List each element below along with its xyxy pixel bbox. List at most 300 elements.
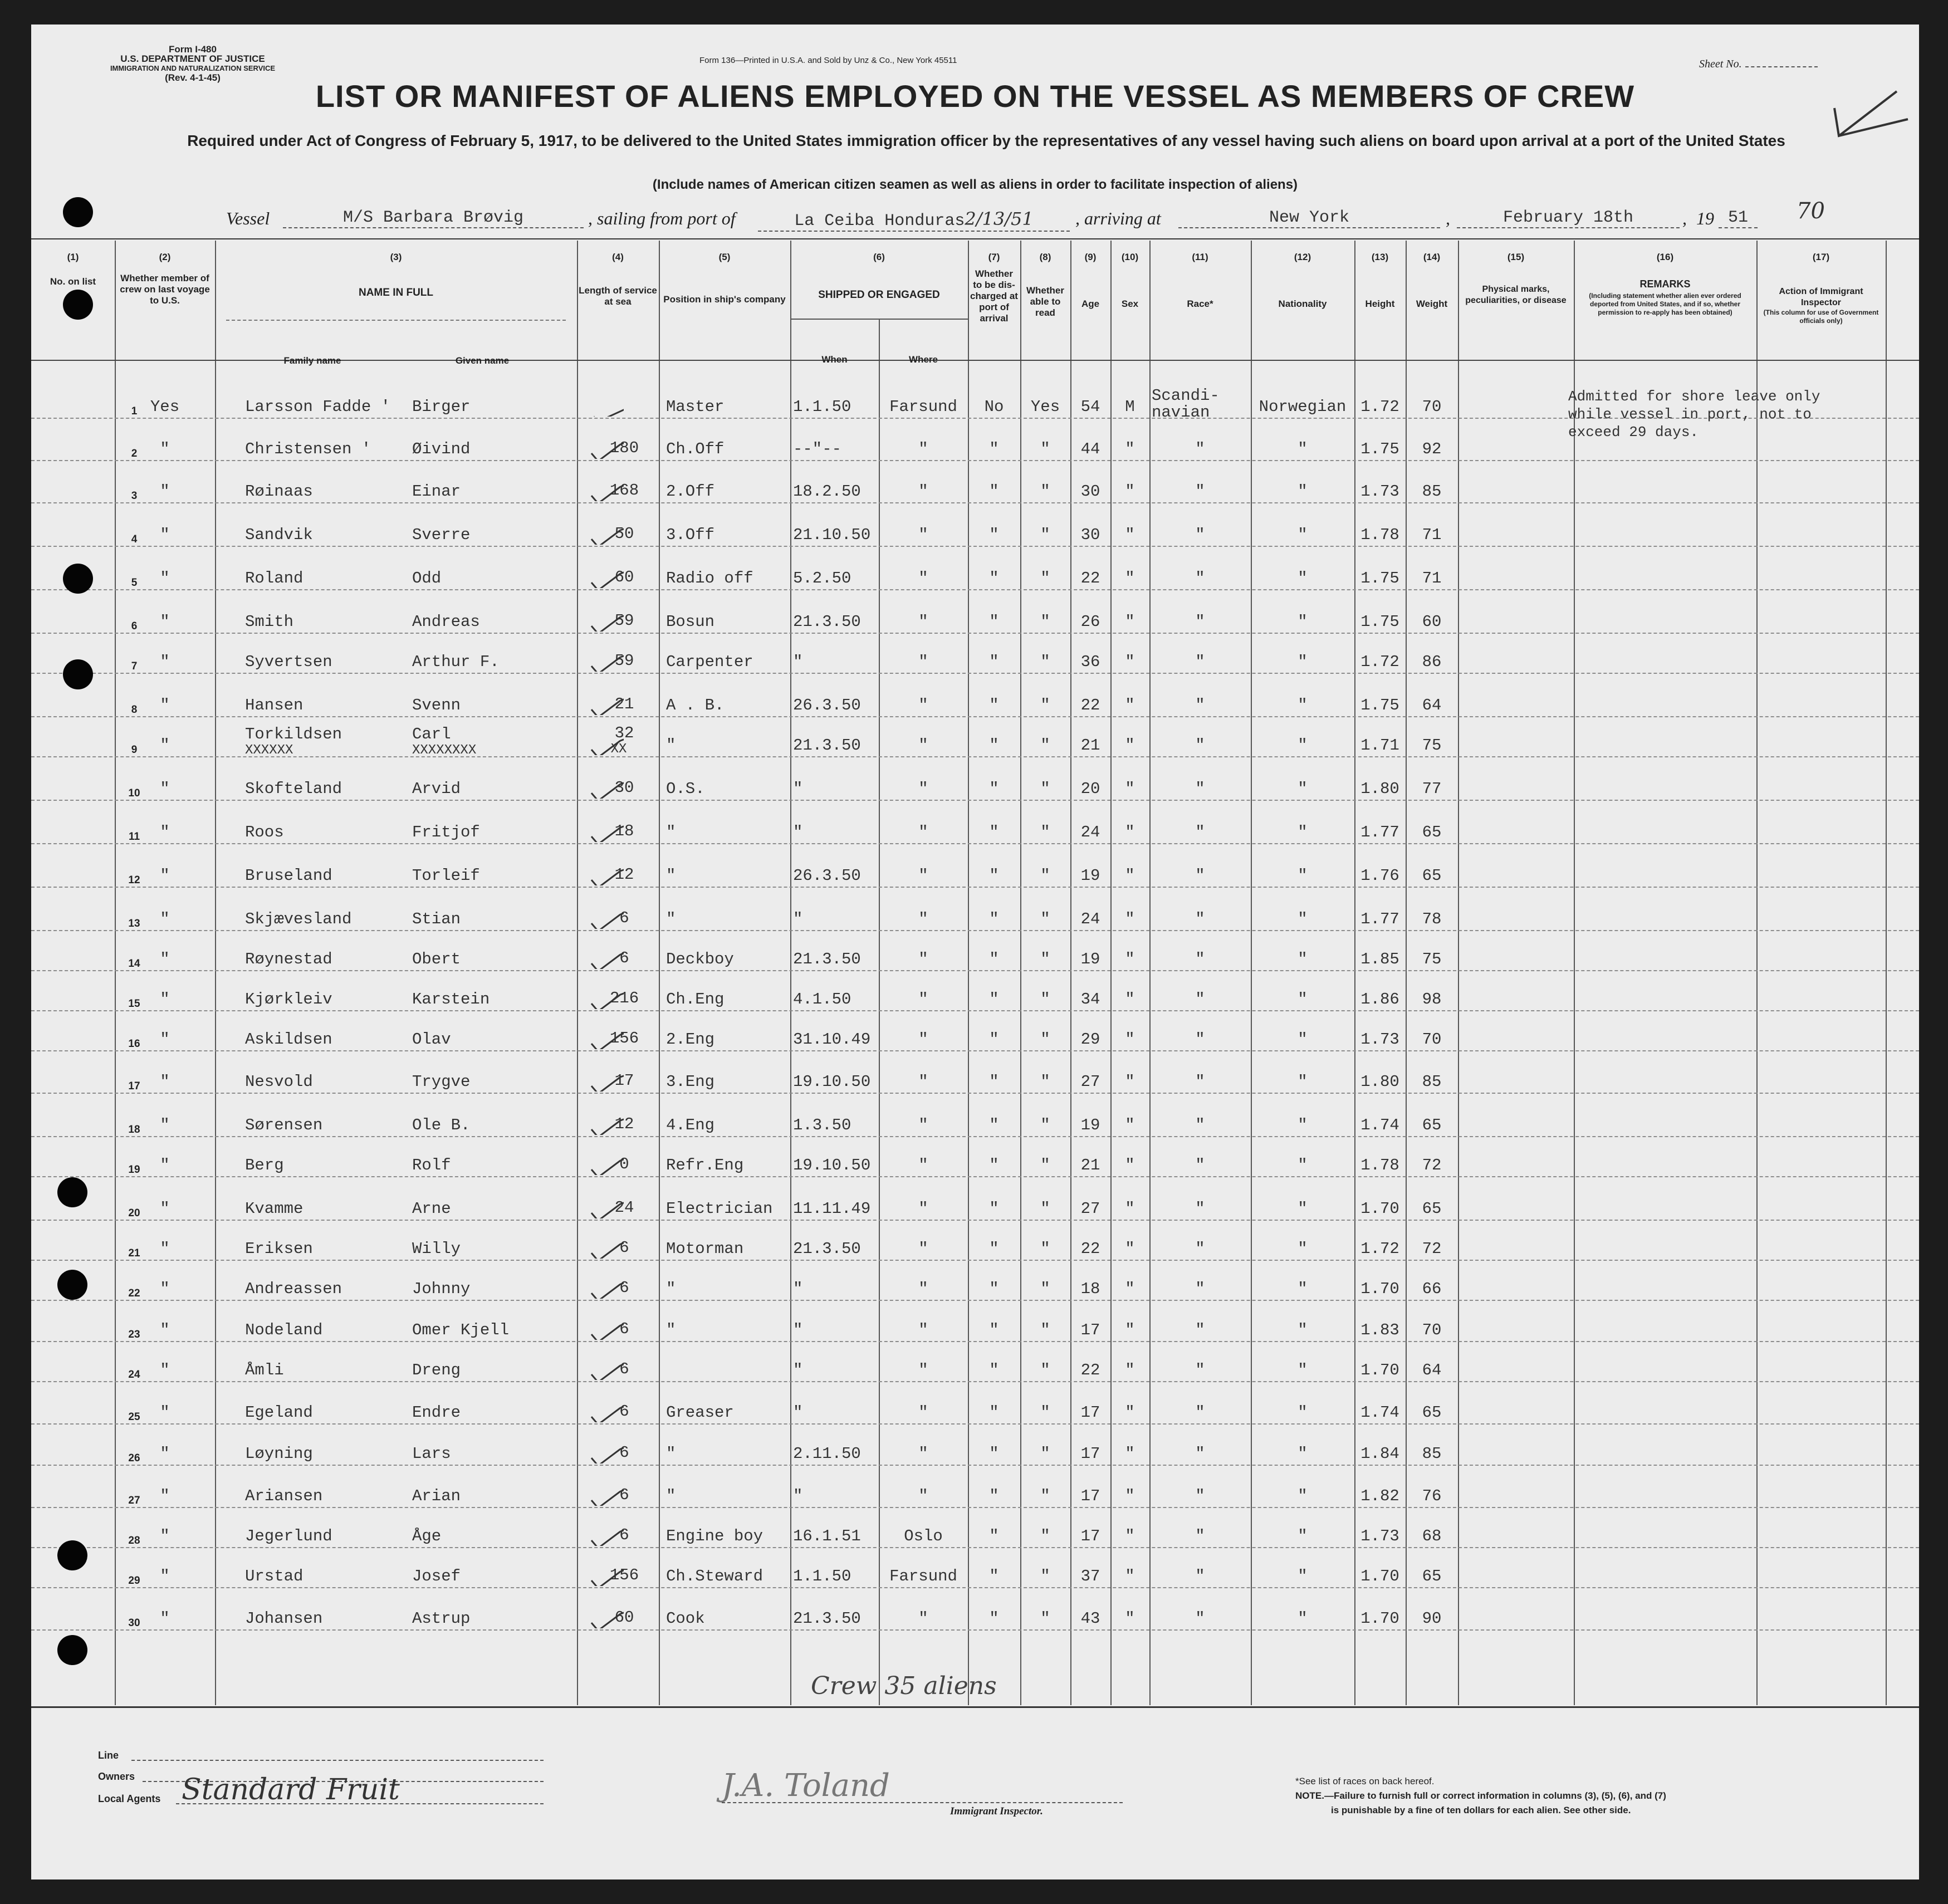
cell-prev: " xyxy=(160,823,170,841)
cell-race: " xyxy=(1195,1156,1205,1174)
check-mark-icon xyxy=(588,947,624,969)
cell-nat: " xyxy=(1298,1487,1308,1505)
row-number: 19 xyxy=(128,1164,140,1176)
cell-where: " xyxy=(918,482,928,501)
cell-given: Astrup xyxy=(412,1609,471,1628)
cell-position: " xyxy=(666,823,676,841)
cell-when: 2.11.50 xyxy=(793,1445,861,1463)
cell-weight: 66 xyxy=(1422,1280,1442,1298)
cell-weight: 75 xyxy=(1422,736,1442,755)
cell-when: 18.2.50 xyxy=(793,482,861,501)
cell-sex: " xyxy=(1125,1200,1135,1218)
row-number: 17 xyxy=(128,1080,140,1092)
cell-age: 27 xyxy=(1080,1073,1100,1091)
cell-disch: " xyxy=(989,823,999,841)
cell-position: " xyxy=(666,1321,676,1339)
cell-service: 6 xyxy=(619,1443,629,1462)
header-action-inspector: Action of Immigrant Inspector xyxy=(1779,287,1863,307)
footnote-penalty-cont: is punishable by a fine of ten dollars for each alien. See other side. xyxy=(1331,1805,1631,1815)
cell-height: 1.73 xyxy=(1360,482,1399,501)
line-label: Line xyxy=(98,1750,119,1761)
cell-read: " xyxy=(1040,867,1050,885)
manifest-sheet xyxy=(31,25,1919,1879)
row-number: 4 xyxy=(131,533,138,545)
cell-family: Skjævesland xyxy=(245,910,352,928)
cell-prev: " xyxy=(160,1567,170,1585)
year-suffix: 51 xyxy=(1719,208,1758,228)
cell-where: " xyxy=(918,1609,928,1628)
cell-position: Ch.Steward xyxy=(666,1567,763,1585)
cell-where: " xyxy=(918,1403,928,1422)
cell-sex: M xyxy=(1125,398,1135,416)
cell-read: " xyxy=(1040,910,1050,928)
cell-sex: " xyxy=(1125,696,1135,714)
sub-header-rule xyxy=(226,320,566,321)
agents-label: Local Agents xyxy=(98,1793,161,1804)
cell-read: " xyxy=(1040,569,1050,588)
cell-family: Åmli xyxy=(245,1361,284,1379)
cell-weight: 65 xyxy=(1422,1403,1442,1422)
cell-when: 21.3.50 xyxy=(793,950,861,968)
cell-sex: " xyxy=(1125,1156,1135,1174)
row-rule xyxy=(31,800,1919,801)
cell-height: 1.76 xyxy=(1360,867,1399,885)
cell-read: " xyxy=(1040,736,1050,755)
header-physical-marks: Physical marks, peculiarities, or disease xyxy=(1465,285,1567,305)
cell-prev: " xyxy=(160,1240,170,1258)
cell-given: Olav xyxy=(412,1030,451,1049)
check-mark-icon xyxy=(588,1027,624,1049)
cell-disch: " xyxy=(989,653,999,671)
row-number: 15 xyxy=(128,998,140,1010)
cell-service: 18 xyxy=(614,822,634,840)
cell-where: " xyxy=(918,440,928,458)
cell-weight: 75 xyxy=(1422,950,1442,968)
cell-when: 16.1.51 xyxy=(793,1527,861,1545)
cell-nat: " xyxy=(1298,1200,1308,1218)
cell-sex: " xyxy=(1125,910,1135,928)
cell-nat: " xyxy=(1298,736,1308,755)
cell-when: 21.3.50 xyxy=(793,613,861,631)
cell-prev: " xyxy=(160,482,170,501)
header-shipped-engaged: SHIPPED OR ENGAGED xyxy=(818,289,940,301)
row-number: 12 xyxy=(128,874,140,886)
row-number: 13 xyxy=(128,918,140,929)
cell-nat: " xyxy=(1298,696,1308,714)
cell-given: Obert xyxy=(412,950,461,968)
cell-nat: " xyxy=(1298,990,1308,1009)
cell-age: 24 xyxy=(1080,910,1100,928)
cell-given: Torleif xyxy=(412,867,480,885)
cell-prev: " xyxy=(160,1200,170,1218)
cell-service: 6 xyxy=(619,1486,629,1504)
cell-given: Einar xyxy=(412,482,461,501)
cell-weight: 70 xyxy=(1422,398,1442,416)
row-rule xyxy=(31,1010,1919,1011)
punch-hole xyxy=(57,1177,87,1207)
cell-family: Larsson Fadde ' xyxy=(245,398,391,416)
cell-sex: " xyxy=(1125,1073,1135,1091)
cell-age: 17 xyxy=(1080,1321,1100,1339)
check-mark-icon xyxy=(588,1153,624,1175)
cell-family: Urstad xyxy=(245,1567,304,1585)
cell-disch: " xyxy=(989,1445,999,1463)
cell-age: 17 xyxy=(1080,1527,1100,1545)
cell-race: " xyxy=(1195,696,1205,714)
cell-age: 19 xyxy=(1080,867,1100,885)
crew-tally-handwritten: Crew 35 aliens xyxy=(811,1672,997,1700)
row-rule xyxy=(31,1300,1919,1301)
cell-when: 26.3.50 xyxy=(793,696,861,714)
cell-weight: 72 xyxy=(1422,1240,1442,1258)
row-rule xyxy=(31,633,1919,634)
cell-read: " xyxy=(1040,823,1050,841)
cell-race: " xyxy=(1195,1200,1205,1218)
cell-family: Røynestad xyxy=(245,950,332,968)
cell-where: " xyxy=(918,1116,928,1134)
cell-given: Ole B. xyxy=(412,1116,471,1134)
form-number: Form I-480 xyxy=(169,44,217,55)
cell-prev: " xyxy=(160,653,170,671)
cell-age: 54 xyxy=(1080,398,1100,416)
row-number: 25 xyxy=(128,1411,140,1423)
cell-disch: " xyxy=(989,780,999,798)
cell-when: 21.10.50 xyxy=(793,526,871,544)
cell-height: 1.74 xyxy=(1360,1403,1399,1422)
cell-race: " xyxy=(1195,482,1205,501)
row-number: 27 xyxy=(128,1495,140,1506)
header-action-note: (This column for use of Government officials only) xyxy=(1763,309,1879,325)
cell-given: Endre xyxy=(412,1403,461,1422)
punch-hole xyxy=(57,1635,87,1665)
cell-race: " xyxy=(1195,910,1205,928)
cell-position: 2.Eng xyxy=(666,1030,715,1049)
row-rule xyxy=(31,1220,1919,1221)
column-number-12: (12) xyxy=(1294,252,1311,262)
cell-weight: 65 xyxy=(1422,1567,1442,1585)
cell-sex: " xyxy=(1125,1487,1135,1505)
cell-disch: " xyxy=(989,950,999,968)
cell-nat: " xyxy=(1298,1280,1308,1298)
cell-disch: " xyxy=(989,1030,999,1049)
footer-rule xyxy=(31,1706,1919,1708)
cell-weight: 64 xyxy=(1422,1361,1442,1379)
cell-position: Bosun xyxy=(666,613,715,631)
cell-given: Johnny xyxy=(412,1280,471,1298)
cell-service: 30 xyxy=(614,779,634,797)
cell-nat: " xyxy=(1298,780,1308,798)
sub-header-rule xyxy=(790,319,968,320)
cell-service: 0 xyxy=(619,1155,629,1173)
cell-position: 4.Eng xyxy=(666,1116,715,1134)
cell-sex: " xyxy=(1125,1116,1135,1134)
cell-race: " xyxy=(1195,823,1205,841)
cell-race: " xyxy=(1195,1030,1205,1049)
check-mark-icon xyxy=(588,1524,624,1546)
cell-height: 1.70 xyxy=(1360,1361,1399,1379)
header-remarks-note: (Including statement whether alien ever ordered deported from United States, and if so, whether permission to re-apply has been obtained) xyxy=(1589,292,1741,316)
cell-position: Engine boy xyxy=(666,1527,763,1545)
cell-when: 26.3.50 xyxy=(793,867,861,885)
check-mark-icon xyxy=(588,1606,624,1628)
cell-read: " xyxy=(1040,1200,1050,1218)
column-number-7: (7) xyxy=(988,252,1000,262)
cell-read: " xyxy=(1040,950,1050,968)
sheet-number-blank xyxy=(1745,66,1818,67)
column-number-15: (15) xyxy=(1507,252,1525,262)
header-name-in-full: NAME IN FULL xyxy=(358,287,434,298)
cell-read: " xyxy=(1040,1116,1050,1134)
cell-service: 6 xyxy=(619,1402,629,1421)
cell-read: " xyxy=(1040,440,1050,458)
cell-race: " xyxy=(1195,1116,1205,1134)
cell-weight: 70 xyxy=(1422,1321,1442,1339)
cell-height: 1.73 xyxy=(1360,1030,1399,1049)
line-field xyxy=(131,1760,544,1761)
cell-prev: " xyxy=(160,780,170,798)
cell-race: " xyxy=(1195,440,1205,458)
cell-service: 17 xyxy=(614,1071,634,1090)
row-rule xyxy=(31,1136,1919,1137)
cell-position: " xyxy=(666,910,676,928)
cell-height: 1.74 xyxy=(1360,1116,1399,1134)
check-mark-icon xyxy=(588,1441,624,1464)
header-no-on-list: No. on list xyxy=(50,276,96,287)
column-number-10: (10) xyxy=(1121,252,1139,262)
cell-weight: 78 xyxy=(1422,910,1442,928)
page-number: 70 xyxy=(1797,198,1825,224)
row-rule xyxy=(31,1381,1919,1382)
cell-given: Rolf xyxy=(412,1156,451,1174)
cell-service: 12 xyxy=(614,865,634,884)
cell-read: " xyxy=(1040,1156,1050,1174)
cell-disch: " xyxy=(989,1527,999,1545)
row-rule xyxy=(31,1629,1919,1631)
row-rule xyxy=(31,756,1919,757)
cell-height: 1.80 xyxy=(1360,1073,1399,1091)
revision: (Rev. 4-1-45) xyxy=(165,72,221,83)
row-number: 8 xyxy=(131,704,138,716)
cell-nat: " xyxy=(1298,823,1308,841)
cell-race: Scandi- navian xyxy=(1152,386,1220,422)
cell-disch: " xyxy=(989,1403,999,1422)
cell-when: --"-- xyxy=(793,440,842,458)
cell-when: 19.10.50 xyxy=(793,1073,871,1091)
cell-height: 1.78 xyxy=(1360,526,1399,544)
cell-age: 43 xyxy=(1080,1609,1100,1628)
header-remarks: REMARKS xyxy=(1639,278,1691,290)
arrival-date: February 18th xyxy=(1457,208,1680,228)
cell-nat: " xyxy=(1298,569,1308,588)
cell-read: " xyxy=(1040,1361,1050,1379)
cell-nat: " xyxy=(1298,1073,1308,1091)
cell-age: 22 xyxy=(1080,1361,1100,1379)
header-family-name: Family name xyxy=(283,355,341,366)
cell-age: 37 xyxy=(1080,1567,1100,1585)
cell-age: 22 xyxy=(1080,696,1100,714)
cell-where: " xyxy=(918,780,928,798)
cell-position: " xyxy=(666,1487,676,1505)
cell-disch: " xyxy=(989,696,999,714)
row-rule xyxy=(31,1260,1919,1261)
vessel-label: Vessel xyxy=(226,208,270,228)
cell-where: " xyxy=(918,696,928,714)
cell-age: 22 xyxy=(1080,569,1100,588)
column-number-11: (11) xyxy=(1192,252,1208,262)
cell-weight: 85 xyxy=(1422,1073,1442,1091)
cell-race: " xyxy=(1195,950,1205,968)
cell-given: Carl xyxy=(412,725,451,743)
row-rule xyxy=(31,502,1919,503)
row-rule xyxy=(31,1547,1919,1548)
header-position: Position in ship's company xyxy=(663,294,786,305)
header-prior-voyage: Whether member of crew on last voyage to U.S. xyxy=(120,273,210,306)
cell-disch: " xyxy=(989,526,999,544)
cell-sex: " xyxy=(1125,1567,1135,1585)
header-when: When xyxy=(821,354,848,365)
cell-disch: " xyxy=(989,1567,999,1585)
row-rule xyxy=(31,460,1919,461)
cell-service: 60 xyxy=(614,1608,634,1627)
cell-disch: " xyxy=(989,1073,999,1091)
cell-when: " xyxy=(793,1403,803,1422)
cell-read: " xyxy=(1040,990,1050,1009)
cell-prev: " xyxy=(160,613,170,631)
cell-when: 1.1.50 xyxy=(793,1567,851,1585)
cell-race: " xyxy=(1195,736,1205,755)
arriving-label: , arriving at xyxy=(1075,208,1161,228)
cell-height: 1.75 xyxy=(1360,440,1399,458)
cell-read: " xyxy=(1040,1567,1050,1585)
cell-age: 17 xyxy=(1080,1445,1100,1463)
row-rule xyxy=(31,1050,1919,1051)
cell-height: 1.70 xyxy=(1360,1280,1399,1298)
column-number-13: (13) xyxy=(1371,252,1389,262)
row-number: 7 xyxy=(131,660,138,672)
cell-prev: " xyxy=(160,1030,170,1049)
cell-sex: " xyxy=(1125,526,1135,544)
cell-sex: " xyxy=(1125,780,1135,798)
row-rule xyxy=(31,1587,1919,1588)
check-mark-icon xyxy=(588,566,624,588)
cell-race: " xyxy=(1195,1609,1205,1628)
cell-where: " xyxy=(918,569,928,588)
cell-height: 1.70 xyxy=(1360,1609,1399,1628)
cell-read: " xyxy=(1040,1240,1050,1258)
cell-given: Arne xyxy=(412,1200,451,1218)
cell-nat: " xyxy=(1298,1567,1308,1585)
row-rule xyxy=(31,716,1919,717)
cell-race: " xyxy=(1195,1487,1205,1505)
cell-prev: " xyxy=(160,1321,170,1339)
cell-family: Roland xyxy=(245,569,304,588)
row-number: 16 xyxy=(128,1038,140,1050)
cell-when: " xyxy=(793,1321,803,1339)
cell-position: " xyxy=(666,1445,676,1463)
cell-height: 1.72 xyxy=(1360,653,1399,671)
cell-family: Johansen xyxy=(245,1609,323,1628)
check-mark-icon xyxy=(588,863,624,885)
cell-position: Motorman xyxy=(666,1240,744,1258)
cell-weight: 92 xyxy=(1422,440,1442,458)
cell-position: A . B. xyxy=(666,696,725,714)
cell-position: O.S. xyxy=(666,780,705,798)
cell-family: Sørensen xyxy=(245,1116,323,1134)
check-mark-icon xyxy=(588,1113,624,1135)
cell-when: 1.3.50 xyxy=(793,1116,851,1134)
remark-row-1: Admitted for shore leave only while vessel in port, not to exceed 29 days. xyxy=(1568,388,1820,440)
row-number: 24 xyxy=(128,1369,140,1381)
cell-family: Nesvold xyxy=(245,1073,313,1091)
cell-race: " xyxy=(1195,1403,1205,1422)
cell-weight: 72 xyxy=(1422,1156,1442,1174)
comma-2: , xyxy=(1682,208,1687,228)
cell-position: " xyxy=(666,1280,676,1298)
column-number-1: (1) xyxy=(67,252,79,262)
punch-hole xyxy=(57,1540,87,1570)
crew-table xyxy=(31,241,1919,1705)
cell-where: " xyxy=(918,1361,928,1379)
cell-service: 24 xyxy=(614,1198,634,1217)
cell-sex: " xyxy=(1125,1280,1135,1298)
cell-where: " xyxy=(918,653,928,671)
cell-nat: " xyxy=(1298,910,1308,928)
row-number: 26 xyxy=(128,1452,140,1464)
row-rule xyxy=(31,970,1919,971)
sheet-number xyxy=(1699,58,1818,71)
cell-family: Askildsen xyxy=(245,1030,332,1049)
cell-position: Radio off xyxy=(666,569,753,588)
cell-height: 1.75 xyxy=(1360,696,1399,714)
cell-age: 17 xyxy=(1080,1403,1100,1422)
row-rule xyxy=(31,1341,1919,1342)
cell-nat: " xyxy=(1298,1361,1308,1379)
cell-height: 1.71 xyxy=(1360,736,1399,755)
cell-given: Svenn xyxy=(412,696,461,714)
header-rule xyxy=(31,238,1919,239)
department: U.S. DEPARTMENT OF JUSTICE xyxy=(120,53,265,64)
arrival-port: New York xyxy=(1178,208,1440,228)
row-number: 11 xyxy=(128,831,140,843)
cell-sex: " xyxy=(1125,1321,1135,1339)
header-where: Where xyxy=(909,354,938,365)
cell-prev: " xyxy=(160,1403,170,1422)
cell-given: Arthur F. xyxy=(412,653,500,671)
cell-race: " xyxy=(1195,1567,1205,1585)
cell-prev: " xyxy=(160,526,170,544)
cell-position: Ch.Eng xyxy=(666,990,725,1009)
check-mark-icon xyxy=(588,1484,624,1506)
row-number: 2 xyxy=(131,448,138,459)
header-weight: Weight xyxy=(1416,298,1448,309)
departure-port xyxy=(758,208,1070,232)
cell-read: " xyxy=(1040,696,1050,714)
cell-weight: 71 xyxy=(1422,526,1442,544)
cell-service: 21 xyxy=(614,695,634,713)
footnote-penalty: NOTE.—Failure to furnish full or correct information in columns (3), (5), (6), and (7) xyxy=(1295,1790,1666,1801)
cell-height: 1.73 xyxy=(1360,1527,1399,1545)
cell-sex: " xyxy=(1125,653,1135,671)
cell-position: Carpenter xyxy=(666,653,753,671)
cell-age: 30 xyxy=(1080,482,1100,501)
cell-position: 3.Off xyxy=(666,526,715,544)
cell-nat: " xyxy=(1298,1445,1308,1463)
cell-given: Karstein xyxy=(412,990,490,1009)
cell-family: Røinaas xyxy=(245,482,313,501)
service-name: IMMIGRATION AND NATURALIZATION SERVICE xyxy=(110,64,276,72)
row-number: 28 xyxy=(128,1535,140,1546)
row-rule xyxy=(31,1176,1919,1177)
